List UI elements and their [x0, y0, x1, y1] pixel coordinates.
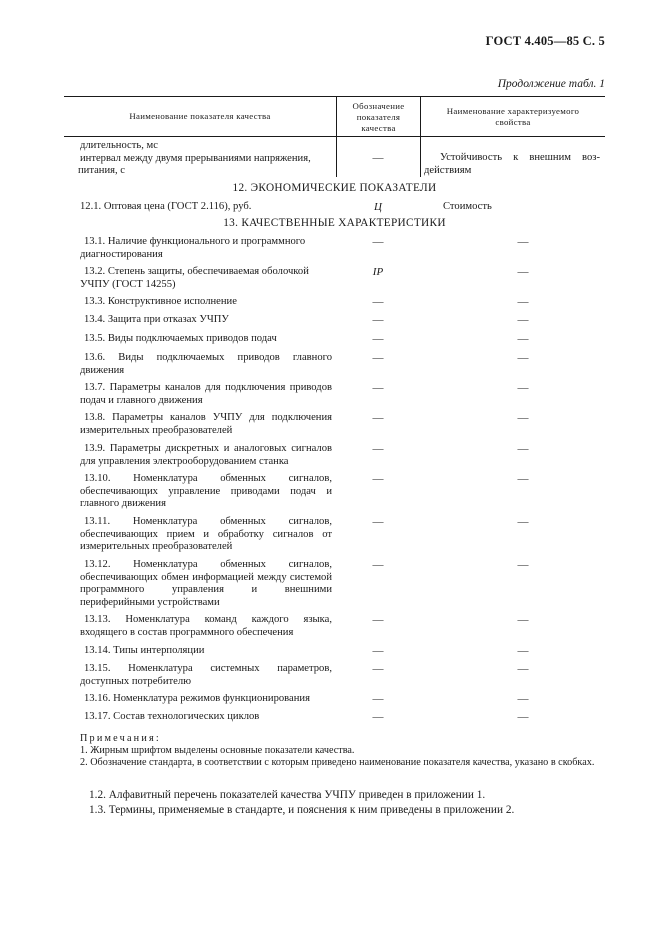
table-row-13-15: 13.15. Номенклатура системных параметров, доступных потребителю [80, 663, 332, 687]
table-row-continued: длительность, мс интервал между двумя прерываниями напряжения, питания, с [78, 140, 311, 176]
table-row-13-11: 13.11. Номенклатура обменных сигналов, обеспечивающих прием и обработку сигналов от измерительных преобразователей [80, 516, 332, 552]
table-row-13-6: 13.6. Виды подключаемых приводов главного движения [80, 352, 332, 376]
designation-value: — [372, 352, 384, 364]
designation-value: — [372, 152, 384, 164]
designation-value: — [372, 645, 384, 657]
designation-value: IP [372, 266, 384, 278]
property-value: Устойчивость к внешним воз- действиям [424, 152, 600, 176]
designation-value: — [372, 516, 384, 528]
property-value: — [517, 559, 529, 571]
table-header-rule [64, 136, 605, 137]
designation-value: — [372, 314, 384, 326]
section-title-13: 13. КАЧЕСТВЕННЫЕ ХАРАКТЕРИСТИКИ [223, 217, 446, 229]
table-row-13-17: 13.17. Состав технологических циклов [84, 711, 260, 722]
designation-value: — [372, 663, 384, 675]
property-value: — [517, 296, 529, 308]
property-value: — [517, 382, 529, 394]
property-value: — [517, 473, 529, 485]
property-value: Стоимость [443, 201, 492, 212]
property-value: — [517, 352, 529, 364]
table-row-13-1: 13.1. Наличие функционального и программного диагностирования [80, 236, 306, 260]
table-row-13-7: 13.7. Параметры каналов для подключения приводов подач и главного движения [80, 382, 332, 406]
property-value: — [517, 693, 529, 705]
property-value: — [517, 614, 529, 626]
property-value: — [517, 314, 529, 326]
designation-value: Ц [374, 201, 382, 213]
property-value: — [517, 236, 529, 248]
section-title-12: 12. ЭКОНОМИЧЕСКИЕ ПОКАЗАТЕЛИ [232, 182, 437, 194]
table-row-13-8: 13.8. Параметры каналов УЧПУ для подключения измерительных преобразователей [80, 412, 332, 436]
table-row-13-10: 13.10. Номенклатура обменных сигналов, обеспечивающих управление приводами подач и главного движения [80, 473, 332, 509]
table-row-13-3: 13.3. Конструктивное исполнение [84, 296, 237, 307]
table-row-12-1: 12.1. Оптовая цена (ГОСТ 2.116), руб. [80, 201, 252, 212]
table-row-13-2: 13.2. Степень защиты, обеспечиваемая оболочкой УЧПУ (ГОСТ 14255) [80, 266, 309, 290]
paragraph-1-3: 1.3. Термины, применяемые в стандарте, и пояснения к ним приведены в приложении 2. [89, 804, 515, 816]
table-row-13-14: 13.14. Типы интерполяции [84, 645, 205, 656]
table-row-13-12: 13.12. Номенклатура обменных сигналов, обеспечивающих обмен информацией между системой программного управления и внешними периферийными устройствами [80, 559, 332, 608]
designation-value: — [372, 412, 384, 424]
table-row-13-4: 13.4. Защита при отказах УЧПУ [84, 314, 229, 325]
table-row-13-13: 13.13. Номенклатура команд каждого языка, входящего в состав программного обеспечения [80, 614, 332, 638]
note-item-1: 1. Жирным шрифтом выделены основные показатели качества. [80, 745, 355, 756]
table-top-rule [64, 96, 605, 97]
property-value: — [517, 412, 529, 424]
column-header-indicator: Наименование показателя качества [129, 111, 271, 121]
designation-value: — [372, 296, 384, 308]
designation-value: — [372, 333, 384, 345]
property-value: — [517, 516, 529, 528]
property-value: — [517, 266, 529, 278]
designation-value: — [372, 473, 384, 485]
column-header-designation: Обозначение показателя качества [352, 101, 405, 133]
property-value: — [517, 711, 529, 723]
property-value: — [517, 443, 529, 455]
designation-value: — [372, 614, 384, 626]
paragraph-1-2: 1.2. Алфавитный перечень показателей качества УЧПУ приведен в приложении 1. [89, 789, 486, 801]
table-continuation-label: Продолжение табл. 1 [497, 78, 605, 90]
designation-value: — [372, 443, 384, 455]
designation-value: — [372, 559, 384, 571]
notes-title: Примечания: [80, 733, 161, 744]
table-row-13-5: 13.5. Виды подключаемых приводов подач [84, 333, 277, 344]
designation-value: — [372, 711, 384, 723]
note-item-2: 2. Обозначение стандарта, в соответствии с которым приведено наименование показателя качества, указано в скобках. [80, 757, 595, 768]
table-row-13-16: 13.16. Номенклатура режимов функционирования [84, 693, 310, 704]
property-value: — [517, 663, 529, 675]
property-value: — [517, 333, 529, 345]
designation-value: — [372, 236, 384, 248]
column-header-property: Наименование характеризуемого свойства [446, 106, 580, 127]
property-value: — [517, 645, 529, 657]
page-header: ГОСТ 4.405—85 С. 5 [485, 34, 605, 48]
table-row-13-9: 13.9. Параметры дискретных и аналоговых сигналов для управления электрооборудованием станка [80, 443, 332, 467]
designation-value: — [372, 693, 384, 705]
designation-value: — [372, 382, 384, 394]
